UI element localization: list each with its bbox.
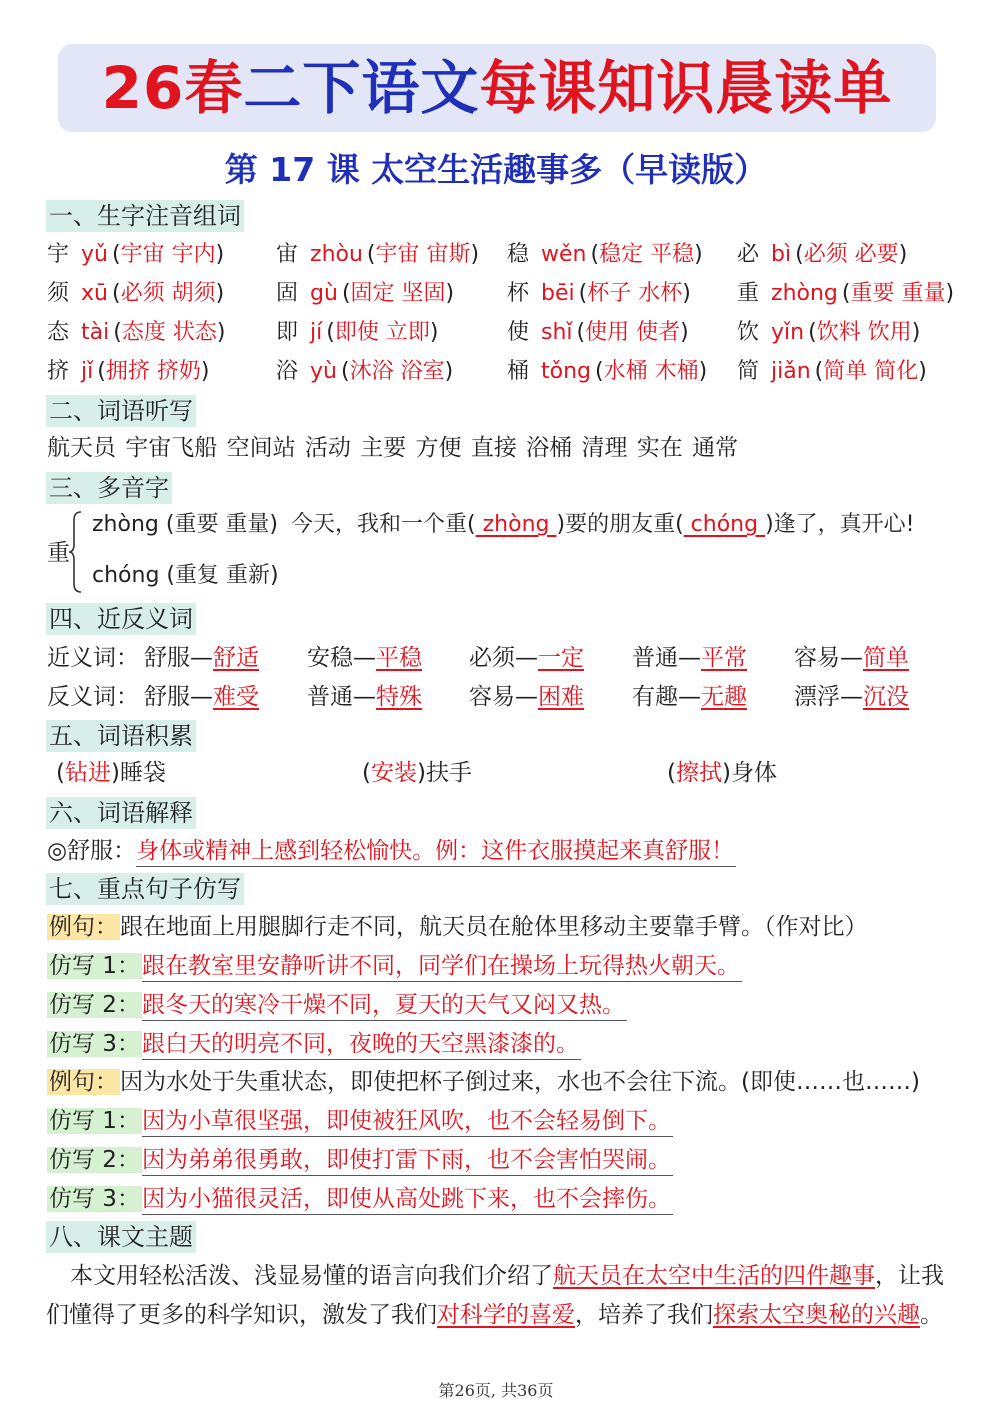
imitation-sentence: [47, 1106, 673, 1137]
words: 拥挤 挤奶: [105, 359, 201, 384]
paren-open: (: [56, 760, 65, 786]
synonym-pair: [794, 643, 909, 673]
title-banner: [58, 44, 936, 132]
imitation-label: 仿写 2：: [49, 1147, 140, 1173]
pinyin: yǔ: [81, 242, 108, 267]
paren-close: ): [911, 320, 921, 345]
character: 稳: [507, 242, 530, 267]
theme-text-1: 本文用轻松活泼、浅显易懂的语言向我们介绍了: [70, 1263, 553, 1289]
character: 必: [737, 242, 760, 267]
word: 漂浮—: [794, 684, 863, 710]
example-2-label: 例句：: [49, 1069, 118, 1095]
paren-close: ): [445, 281, 455, 306]
answer: 无趣: [701, 684, 747, 710]
sentence-part-a: 今天，我和一个重(: [291, 512, 476, 537]
paren-close: ): [698, 359, 708, 384]
char-entry: [507, 240, 703, 270]
words: 杯子 水杯: [587, 281, 683, 306]
paren-open: (: [808, 320, 817, 345]
answer: 特殊: [376, 684, 422, 710]
pinyin: zhòu: [310, 242, 363, 267]
word: 必须—: [469, 645, 538, 671]
words: 饮料 饮用: [816, 320, 912, 345]
paren-open: (: [578, 281, 588, 306]
imitation-label: 仿写 3：: [49, 1031, 140, 1057]
words: 沐浴 浴室: [349, 359, 445, 384]
paren-close: ): [110, 760, 120, 786]
answer-chong: chóng: [683, 512, 766, 537]
words: 宇宙 宙斯: [375, 242, 471, 267]
paren-close: ): [945, 281, 955, 306]
noun: 睡袋: [119, 760, 166, 786]
theme-answer-3: 探索太空奥秘的兴趣: [713, 1302, 920, 1328]
char-entry: [737, 318, 920, 348]
char-entry: [507, 318, 689, 348]
paren-open: (: [97, 359, 106, 384]
antonym-pair: [307, 682, 422, 712]
title-reading-sheet: 每课知识晨读单: [479, 54, 893, 122]
word: 普通—: [632, 645, 701, 671]
char-entry: [47, 240, 224, 270]
paren-open: (: [595, 359, 604, 384]
example-2-text: 因为水处于失重状态，即使把杯子倒过来，水也不会往下流。(即使……也……): [120, 1069, 920, 1095]
pinyin: yǐn: [771, 320, 805, 345]
section-5-title: 五、词语积累: [46, 720, 196, 752]
word: 舒服—: [144, 684, 213, 710]
words: 必须 胡须: [120, 281, 216, 306]
words: 必须 必要: [803, 242, 899, 267]
paren-open: (: [814, 359, 824, 384]
paren-open: (: [795, 242, 804, 267]
section-1-title: 一、生字注音组词: [46, 200, 244, 232]
character: 浴: [276, 359, 299, 384]
word: 有趣—: [632, 684, 701, 710]
character: 桶: [507, 359, 530, 384]
answer: 简单: [863, 645, 909, 671]
paren-close: ): [470, 242, 480, 267]
synonym-pair: [469, 643, 584, 673]
words: 重要 重量: [850, 281, 946, 306]
answer: 一定: [538, 645, 584, 671]
imitation-text: 跟冬天的寒冷干燥不同，夏天的天气又闷又热。: [142, 990, 627, 1021]
pinyin: tǒng: [541, 359, 592, 384]
example-sentence-2: [47, 1067, 920, 1097]
pinyin: jǐ: [81, 359, 94, 384]
words: 态度 状态: [121, 320, 217, 345]
pinyin: zhòng: [771, 281, 838, 306]
imitation-sentence: [47, 951, 742, 982]
theme-text-4: 。: [920, 1302, 943, 1328]
paren-close: ): [680, 320, 689, 345]
polyphone-char: 重: [47, 540, 70, 566]
words: 即使 立即: [334, 320, 430, 345]
section-8-title: 八、课文主题: [46, 1221, 196, 1253]
theme-text-2: ，让我们懂得了更多的科学知识，激发了我们: [46, 1263, 944, 1328]
words: 简单 简化: [823, 359, 919, 384]
char-entry: [737, 357, 927, 387]
answer: 平常: [701, 645, 747, 671]
pinyin: gù: [310, 281, 338, 306]
paren-open: (: [667, 760, 676, 786]
paren-open: (: [366, 242, 376, 267]
example-1-label: 例句：: [49, 914, 118, 940]
paren-open: (: [362, 760, 371, 786]
example-1-text: 跟在地面上用腿脚行走不同，航天员在舱体里移动主要靠手臂。（作对比）: [120, 914, 868, 940]
noun: 扶手: [425, 760, 472, 786]
character: 态: [47, 320, 70, 345]
antonym-label: 反义词：: [47, 684, 139, 710]
pinyin: yù: [310, 359, 337, 384]
reading-2-words: (重复 重新): [166, 563, 279, 588]
title-year: 26春: [101, 54, 244, 122]
word: 舒服—: [144, 645, 213, 671]
collocation: [667, 758, 777, 788]
section-2-title: 二、词语听写: [46, 395, 196, 427]
theme-paragraph: [46, 1257, 946, 1335]
imitation-label: 仿写 1：: [49, 1108, 140, 1134]
character: 须: [47, 281, 70, 306]
char-entry: [276, 240, 479, 270]
pinyin: shǐ: [541, 320, 573, 345]
paren-close: ): [694, 242, 703, 267]
pinyin: bēi: [541, 281, 575, 306]
page-number: 第26页, 共36页: [438, 1381, 554, 1400]
paren-open: (: [113, 320, 122, 345]
imitation-text: 因为小草很坚强，即使被狂风吹，也不会轻易倒下。: [142, 1106, 673, 1137]
char-entry: [507, 279, 691, 309]
reading-1-pinyin: zhòng: [92, 512, 159, 537]
antonym-pair: [144, 682, 259, 712]
title-grade-subject: 二下语文: [243, 54, 480, 122]
imitation-label: 仿写 1：: [49, 953, 140, 979]
collocation: [362, 758, 472, 788]
brace-icon: [68, 510, 82, 594]
pinyin: jí: [310, 320, 323, 345]
paren-open: (: [590, 242, 600, 267]
paren-open: (: [576, 320, 586, 345]
char-entry: [276, 279, 454, 309]
char-entry: [47, 318, 225, 348]
character: 挤: [47, 359, 70, 384]
character: 饮: [737, 320, 760, 345]
char-entry: [737, 240, 907, 270]
polyphone-reading-1: [92, 510, 914, 540]
imitation-sentence: [47, 1184, 673, 1215]
imitation-sentence: [47, 1029, 581, 1060]
paren-open: (: [111, 281, 121, 306]
answer: 沉没: [863, 684, 909, 710]
dictation-words: 航天员 宇宙飞船 空间站 活动 主要 方便 直接 浴桶 清理 实在 通常: [47, 435, 739, 461]
reading-1-words: (重要 重量): [165, 512, 279, 537]
character: 即: [276, 320, 299, 345]
answer: 安装: [370, 760, 417, 786]
synonym-pair: [307, 643, 422, 673]
imitation-text: 跟白天的明亮不同，夜晚的天空黑漆漆的。: [142, 1029, 581, 1060]
paren-close: ): [416, 760, 426, 786]
paren-close: ): [215, 281, 225, 306]
words: 固定 坚固: [350, 281, 446, 306]
words: 宇宙 宇内: [120, 242, 216, 267]
antonym-pair: [469, 682, 584, 712]
definition-text: 身体或精神上感到轻松愉快。例：这件衣服摸起来真舒服！: [136, 836, 736, 867]
definition-label: ◎舒服：: [47, 838, 137, 864]
paren-close: ): [215, 242, 225, 267]
antonym-pair: [632, 682, 747, 712]
paren-close: ): [444, 359, 454, 384]
word: 容易—: [469, 684, 538, 710]
collocation: [56, 758, 166, 788]
reading-2-pinyin: chóng: [92, 563, 160, 588]
char-entry: [47, 357, 209, 387]
char-entry: [47, 279, 224, 309]
pinyin: jiǎn: [771, 359, 811, 384]
imitation-text: 跟在教室里安静听讲不同，同学们在操场上玩得热火朝天。: [142, 951, 742, 982]
paren-close: ): [721, 760, 731, 786]
word: 安稳—: [307, 645, 376, 671]
paren-close: ): [216, 320, 226, 345]
sentence-part-b: )要的朋友重(: [556, 512, 684, 537]
definition: [47, 836, 736, 867]
words: 稳定 平稳: [599, 242, 695, 267]
pinyin: bì: [771, 242, 792, 267]
paren-close: ): [682, 281, 691, 306]
character: 杯: [507, 281, 530, 306]
words: 水桶 木桶: [603, 359, 699, 384]
character: 重: [737, 281, 760, 306]
lesson-title: 第 17 课 太空生活趣事多（早读版）: [224, 150, 768, 189]
answer: 擦拭: [675, 760, 722, 786]
imitation-label: 仿写 3：: [49, 1186, 140, 1212]
answer: 困难: [538, 684, 584, 710]
character: 宇: [47, 242, 70, 267]
paren-open: (: [340, 359, 350, 384]
theme-answer-2: 对科学的喜爱: [437, 1302, 575, 1328]
theme-answer-1: 航天员在太空中生活的四件趣事: [553, 1263, 875, 1289]
example-sentence-1: [47, 912, 868, 942]
char-entry: [276, 357, 453, 387]
char-entry: [276, 318, 438, 348]
synonym-pair: [144, 643, 259, 673]
paren-open: (: [341, 281, 351, 306]
section-6-title: 六、词语解释: [46, 797, 196, 829]
paren-open: (: [841, 281, 851, 306]
words: 使用 使者: [585, 320, 681, 345]
imitation-sentence: [47, 1145, 673, 1176]
char-entry: [507, 357, 707, 387]
paren-open: (: [111, 242, 121, 267]
imitation-text: 因为小猫很灵活，即使从高处跳下来，也不会摔伤。: [142, 1184, 673, 1215]
paren-close: ): [429, 320, 439, 345]
paren-close: ): [898, 242, 908, 267]
imitation-label: 仿写 2：: [49, 992, 140, 1018]
answer: 舒适: [213, 645, 259, 671]
answer: 平稳: [376, 645, 422, 671]
noun: 身体: [730, 760, 777, 786]
character: 固: [276, 281, 299, 306]
answer: 难受: [213, 684, 259, 710]
section-4-title: 四、近反义词: [46, 603, 196, 635]
section-7-title: 七、重点句子仿写: [46, 873, 244, 905]
answer-zhong: zhòng: [475, 512, 557, 537]
antonym-pair: [794, 682, 909, 712]
paren-close: ): [200, 359, 210, 384]
imitation-text: 因为弟弟很勇敢，即使打雷下雨，也不会害怕哭闹。: [142, 1145, 673, 1176]
word: 容易—: [794, 645, 863, 671]
imitation-sentence: [47, 990, 627, 1021]
character: 简: [737, 359, 760, 384]
paren-open: (: [326, 320, 335, 345]
pinyin: xū: [81, 281, 108, 306]
paren-close: ): [918, 359, 927, 384]
synonym-label: 近义词：: [47, 645, 139, 671]
theme-text-3: ，培养了我们: [575, 1302, 713, 1328]
char-entry: [737, 279, 954, 309]
pinyin: wěn: [541, 242, 587, 267]
section-3-title: 三、多音字: [46, 472, 172, 504]
polyphone-reading-2: [92, 561, 279, 591]
synonym-pair: [632, 643, 747, 673]
pinyin: tài: [81, 320, 110, 345]
character: 宙: [276, 242, 299, 267]
word: 普通—: [307, 684, 376, 710]
answer: 钻进: [64, 760, 111, 786]
character: 使: [507, 320, 530, 345]
sentence-part-c: )逢了，真开心!: [765, 512, 915, 537]
